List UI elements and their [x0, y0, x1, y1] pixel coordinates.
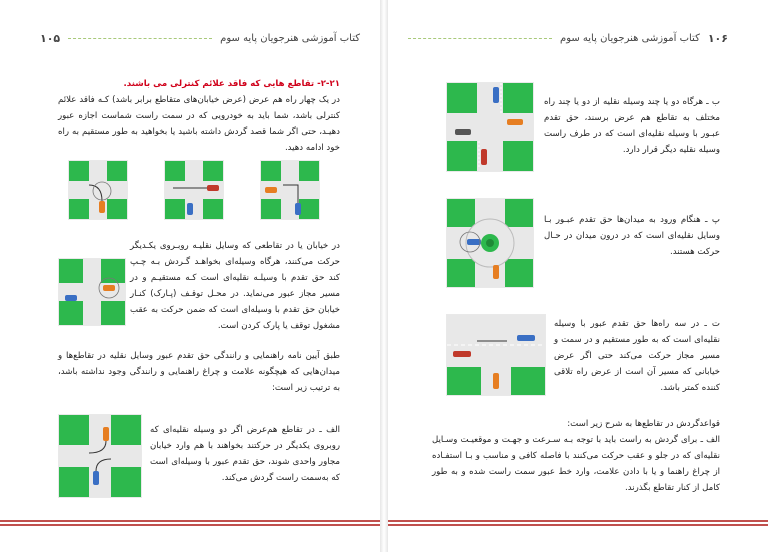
page-number: ۱۰۵	[40, 31, 61, 45]
diagram-roundabout	[446, 198, 534, 288]
section-title: ۲-۲۱- تقاطع هایی که فاقد علائم کنترلی می باشند.	[123, 79, 340, 89]
paragraph-b: ب ـ هرگاه دو یا چند وسیله نقلیه از دو یا چند راه مختلف به تقاطع هم عرض برسند، حق تقدم عبـور با وسیله نقلیه‌ای است که در طرف راست وسیله نقلیه دیگر قرار دارد.	[544, 97, 720, 155]
diagram-left-turn	[58, 258, 126, 326]
header-rule	[408, 38, 552, 39]
diagram-right-priority	[446, 82, 534, 172]
diagram-intersection-1	[260, 160, 320, 220]
rules-title: قواعدگردش در تقاطع‌ها به شرح زیر است:	[567, 419, 720, 429]
paragraph-1: در یک چهار راه هم عرض (عرض خیابان‌های متقاطع برابر باشد) کـه فاقد علائم کنترلی باشد، شما باید به خودرویی که در سمت راست شماست اجازه عبور دهیـد، حتی اگر شما قصد گردش داشته باشید یا بخواهید به طور مستقیم به راه خود ادامه دهید.	[58, 95, 340, 153]
paragraph-4: الف ـ در تقاطع هم‌عرض اگر دو وسیله نقلیه‌ای که روبروی یکدیگر در حرکتند بخواهند با هم وارد خیابان مجاور واحدی شوند، حق تقدم عبور با وسیله‌ای است که به‌سمت راست گردش می‌کند.	[150, 425, 340, 483]
rules-block	[432, 416, 720, 496]
right-page-header	[408, 30, 728, 46]
header-title: کتاب آموزشی هنرجویان پایه سوم	[220, 32, 360, 44]
paragraph-2: در خیابان یا در تقاطعی که وسایل نقلیـه روبـروی یکـدیگر حرکت می‌کنند، هرگاه وسیله‌ای بخواهـد گـردش بـه چـپ کند حق تقدم با وسیلـه نقلیه‌ای است کـه مستقیـم و در مسیر مجاز عبور می‌نماید. در محـل توقـف (پـارک) کنـار خیابان حق تقدم با وسیله‌ای است که ضمن حرکت به عقب مشغول توقف یا پارک کردن است.	[130, 241, 340, 331]
paragraph-p: پ ـ هنگام ورود به میدان‌ها حق تقدم عبـور بـا وسایل نقلیه‌ای است که در درون میدان در حـال حرکت هستند.	[544, 215, 720, 257]
section-text	[58, 76, 340, 156]
left-page-header	[40, 30, 360, 46]
diagram-intersection-2	[164, 160, 224, 220]
paragraph-t: ت ـ در سه راه‌ها حق تقدم عبور با وسیله نقلیه‌ای است که به طور مستقیم و در سمت و مسیر مجاز حرکت می‌کند حتی اگر عرض خیابانی که مسیر آن است از عرض راه تلاقی کننده کمتر باشد.	[554, 319, 720, 393]
diagram-intersection-3	[68, 160, 128, 220]
rules-text: الف ـ برای گردش به راست باید با توجه بـه سـرعت و جهـت و موقعیـت وسـایل نقلیه‌ای که در جلو و عقب حرکت می‌کنند با فاصله کافی و مناسب و بـا استفـاده از چراغ راهنما و یا با دادن علامت، وارد خط عبور سمت راست شده و به طور کامل از کنار تقاطع بگذرند.	[432, 435, 720, 493]
page-number: ۱۰۶	[707, 31, 728, 45]
paragraph-3: طبق آیین نامه راهنمایی و رانندگی حق تقدم عبور وسایل نقلیه در تقاطع‌ها و میدان‌هایی که هیچگونه علامت و چراغ راهنمایی و رانندگی وجود نداشته باشد، به ترتیب زیر است:	[58, 351, 340, 393]
diagram-three-way	[446, 314, 546, 396]
right-page	[388, 0, 768, 552]
book-gutter	[380, 0, 388, 552]
left-page	[0, 0, 380, 552]
header-title: کتاب آموزشی هنرجویان پایه سوم	[560, 32, 700, 44]
diagram-opposite-turn	[58, 414, 142, 498]
left-footer-rule	[0, 520, 380, 528]
right-footer-rule	[388, 520, 768, 528]
header-rule	[68, 38, 212, 39]
